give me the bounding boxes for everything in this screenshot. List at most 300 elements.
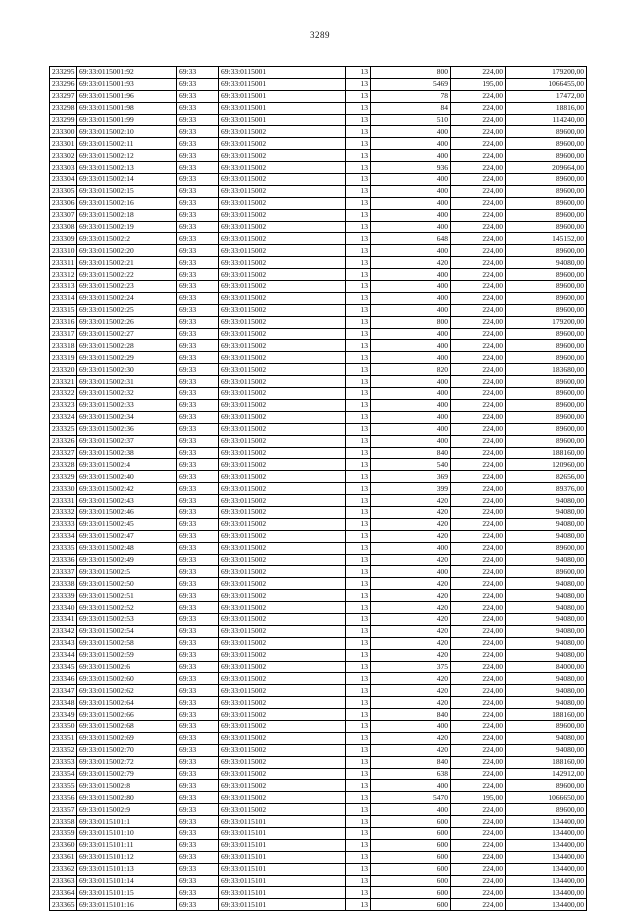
cadastral-value-cell: 84000,00: [506, 661, 587, 673]
unit-price-cell: 224,00: [451, 281, 506, 293]
district-code-cell: 69:33: [177, 185, 219, 197]
group-code-cell: 13: [346, 899, 371, 911]
area-cell: 648: [371, 233, 451, 245]
cadastral-number-cell: 69:33:0115002:6: [77, 661, 177, 673]
group-code-cell: 13: [346, 863, 371, 875]
group-code-cell: 13: [346, 542, 371, 554]
area-cell: 400: [371, 269, 451, 281]
cadastral-quarter-cell: 69:33:0115002: [219, 435, 346, 447]
unit-price-cell: 224,00: [451, 744, 506, 756]
cadastral-quarter-cell: 69:33:0115101: [219, 816, 346, 828]
unit-price-cell: 224,00: [451, 899, 506, 911]
cadastral-value-cell: 142912,00: [506, 768, 587, 780]
unit-price-cell: 224,00: [451, 483, 506, 495]
row-id-cell: 233339: [50, 590, 77, 602]
row-id-cell: 233331: [50, 495, 77, 507]
cadastral-number-cell: 69:33:0115002:33: [77, 399, 177, 411]
unit-price-cell: 224,00: [451, 90, 506, 102]
group-code-cell: 13: [346, 411, 371, 423]
area-cell: 840: [371, 447, 451, 459]
unit-price-cell: 224,00: [451, 209, 506, 221]
cadastral-quarter-cell: 69:33:0115002: [219, 542, 346, 554]
row-id-cell: 233298: [50, 102, 77, 114]
row-id-cell: 233316: [50, 316, 77, 328]
area-cell: 400: [371, 720, 451, 732]
cadastral-value-cell: 94080,00: [506, 625, 587, 637]
area-cell: 400: [371, 376, 451, 388]
group-code-cell: 13: [346, 376, 371, 388]
cadastral-quarter-cell: 69:33:0115002: [219, 625, 346, 637]
cadastral-number-cell: 69:33:0115002:69: [77, 732, 177, 744]
district-code-cell: 69:33: [177, 637, 219, 649]
district-code-cell: 69:33: [177, 174, 219, 186]
area-cell: 540: [371, 459, 451, 471]
district-code-cell: 69:33: [177, 590, 219, 602]
area-cell: 600: [371, 851, 451, 863]
table-row: [50, 566, 587, 578]
area-cell: 400: [371, 352, 451, 364]
cadastral-value-cell: 89600,00: [506, 804, 587, 816]
cadastral-quarter-cell: 69:33:0115002: [219, 221, 346, 233]
cadastral-number-cell: 69:33:0115002:60: [77, 673, 177, 685]
unit-price-cell: 224,00: [451, 542, 506, 554]
cadastral-value-cell: 94080,00: [506, 744, 587, 756]
cadastral-value-cell: 94080,00: [506, 732, 587, 744]
district-code-cell: 69:33: [177, 281, 219, 293]
area-cell: 600: [371, 863, 451, 875]
group-code-cell: 13: [346, 756, 371, 768]
district-code-cell: 69:33: [177, 851, 219, 863]
cadastral-value-cell: 82656,00: [506, 471, 587, 483]
row-id-cell: 233359: [50, 828, 77, 840]
unit-price-cell: 224,00: [451, 649, 506, 661]
cadastral-number-cell: 69:33:0115002:16: [77, 197, 177, 209]
district-code-cell: 69:33: [177, 292, 219, 304]
cadastral-number-cell: 69:33:0115001:98: [77, 102, 177, 114]
table-row: [50, 685, 587, 697]
row-id-cell: 233325: [50, 423, 77, 435]
district-code-cell: 69:33: [177, 257, 219, 269]
cadastral-number-cell: 69:33:0115002:40: [77, 471, 177, 483]
cadastral-number-cell: 69:33:0115002:68: [77, 720, 177, 732]
row-id-cell: 233323: [50, 399, 77, 411]
cadastral-number-cell: 69:33:0115002:20: [77, 245, 177, 257]
unit-price-cell: 224,00: [451, 102, 506, 114]
group-code-cell: 13: [346, 174, 371, 186]
area-cell: 820: [371, 364, 451, 376]
cadastral-quarter-cell: 69:33:0115002: [219, 197, 346, 209]
district-code-cell: 69:33: [177, 613, 219, 625]
area-cell: 375: [371, 661, 451, 673]
unit-price-cell: 224,00: [451, 435, 506, 447]
district-code-cell: 69:33: [177, 578, 219, 590]
row-id-cell: 233324: [50, 411, 77, 423]
row-id-cell: 233314: [50, 292, 77, 304]
district-code-cell: 69:33: [177, 804, 219, 816]
cadastral-number-cell: 69:33:0115002:8: [77, 780, 177, 792]
group-code-cell: 13: [346, 364, 371, 376]
cadastral-number-cell: 69:33:0115101:11: [77, 839, 177, 851]
table-row: [50, 364, 587, 376]
row-id-cell: 233315: [50, 304, 77, 316]
area-cell: 369: [371, 471, 451, 483]
cadastral-value-cell: 134400,00: [506, 899, 587, 911]
group-code-cell: 13: [346, 328, 371, 340]
table-row: [50, 816, 587, 828]
row-id-cell: 233308: [50, 221, 77, 233]
cadastral-quarter-cell: 69:33:0115002: [219, 340, 346, 352]
district-code-cell: 69:33: [177, 78, 219, 90]
district-code-cell: 69:33: [177, 709, 219, 721]
cadastral-quarter-cell: 69:33:0115002: [219, 744, 346, 756]
cadastral-quarter-cell: 69:33:0115002: [219, 732, 346, 744]
cadastral-value-cell: 89600,00: [506, 780, 587, 792]
district-code-cell: 69:33: [177, 506, 219, 518]
table-row: [50, 257, 587, 269]
district-code-cell: 69:33: [177, 316, 219, 328]
area-cell: 600: [371, 875, 451, 887]
area-cell: 420: [371, 685, 451, 697]
unit-price-cell: 224,00: [451, 316, 506, 328]
group-code-cell: 13: [346, 625, 371, 637]
cadastral-value-table: [49, 66, 587, 911]
table-row: [50, 697, 587, 709]
table-row: [50, 316, 587, 328]
group-code-cell: 13: [346, 90, 371, 102]
group-code-cell: 13: [346, 661, 371, 673]
unit-price-cell: 224,00: [451, 185, 506, 197]
unit-price-cell: 224,00: [451, 768, 506, 780]
district-code-cell: 69:33: [177, 685, 219, 697]
cadastral-number-cell: 69:33:0115002:47: [77, 530, 177, 542]
area-cell: 420: [371, 602, 451, 614]
cadastral-value-cell: 89600,00: [506, 328, 587, 340]
cadastral-number-cell: 69:33:0115101:1: [77, 816, 177, 828]
cadastral-number-cell: 69:33:0115001:96: [77, 90, 177, 102]
cadastral-quarter-cell: 69:33:0115101: [219, 828, 346, 840]
table-row: [50, 768, 587, 780]
cadastral-number-cell: 69:33:0115002:26: [77, 316, 177, 328]
unit-price-cell: 224,00: [451, 709, 506, 721]
cadastral-number-cell: 69:33:0115101:12: [77, 851, 177, 863]
row-id-cell: 233320: [50, 364, 77, 376]
row-id-cell: 233344: [50, 649, 77, 661]
row-id-cell: 233347: [50, 685, 77, 697]
unit-price-cell: 224,00: [451, 150, 506, 162]
cadastral-number-cell: 69:33:0115002:80: [77, 792, 177, 804]
district-code-cell: 69:33: [177, 471, 219, 483]
row-id-cell: 233301: [50, 138, 77, 150]
area-cell: 420: [371, 530, 451, 542]
cadastral-quarter-cell: 69:33:0115002: [219, 780, 346, 792]
unit-price-cell: 224,00: [451, 780, 506, 792]
group-code-cell: 13: [346, 566, 371, 578]
area-cell: 420: [371, 554, 451, 566]
unit-price-cell: 224,00: [451, 459, 506, 471]
cadastral-quarter-cell: 69:33:0115002: [219, 150, 346, 162]
unit-price-cell: 224,00: [451, 566, 506, 578]
cadastral-number-cell: 69:33:0115002:70: [77, 744, 177, 756]
cadastral-value-cell: 94080,00: [506, 257, 587, 269]
group-code-cell: 13: [346, 197, 371, 209]
district-code-cell: 69:33: [177, 304, 219, 316]
table-row: [50, 530, 587, 542]
area-cell: 420: [371, 732, 451, 744]
cadastral-value-cell: 17472,00: [506, 90, 587, 102]
cadastral-quarter-cell: 69:33:0115101: [219, 851, 346, 863]
cadastral-quarter-cell: 69:33:0115002: [219, 126, 346, 138]
area-cell: 400: [371, 804, 451, 816]
cadastral-quarter-cell: 69:33:0115002: [219, 185, 346, 197]
table-row: [50, 875, 587, 887]
cadastral-value-cell: 179200,00: [506, 316, 587, 328]
row-id-cell: 233295: [50, 67, 77, 79]
district-code-cell: 69:33: [177, 423, 219, 435]
cadastral-number-cell: 69:33:0115002:28: [77, 340, 177, 352]
cadastral-value-cell: 209664,00: [506, 162, 587, 174]
area-cell: 400: [371, 138, 451, 150]
area-cell: 638: [371, 768, 451, 780]
district-code-cell: 69:33: [177, 566, 219, 578]
row-id-cell: 233317: [50, 328, 77, 340]
unit-price-cell: 195,00: [451, 792, 506, 804]
group-code-cell: 13: [346, 685, 371, 697]
cadastral-value-cell: 89600,00: [506, 269, 587, 281]
area-cell: 800: [371, 316, 451, 328]
district-code-cell: 69:33: [177, 768, 219, 780]
unit-price-cell: 224,00: [451, 851, 506, 863]
cadastral-quarter-cell: 69:33:0115002: [219, 174, 346, 186]
cadastral-number-cell: 69:33:0115002:53: [77, 613, 177, 625]
table-row: [50, 828, 587, 840]
unit-price-cell: 224,00: [451, 340, 506, 352]
district-code-cell: 69:33: [177, 126, 219, 138]
cadastral-number-cell: 69:33:0115002:37: [77, 435, 177, 447]
area-cell: 400: [371, 399, 451, 411]
area-cell: 600: [371, 899, 451, 911]
cadastral-quarter-cell: 69:33:0115002: [219, 661, 346, 673]
row-id-cell: 233349: [50, 709, 77, 721]
cadastral-quarter-cell: 69:33:0115002: [219, 245, 346, 257]
cadastral-value-cell: 183680,00: [506, 364, 587, 376]
cadastral-quarter-cell: 69:33:0115101: [219, 875, 346, 887]
cadastral-number-cell: 69:33:0115101:10: [77, 828, 177, 840]
unit-price-cell: 224,00: [451, 697, 506, 709]
row-id-cell: 233342: [50, 625, 77, 637]
unit-price-cell: 224,00: [451, 828, 506, 840]
cadastral-quarter-cell: 69:33:0115002: [219, 138, 346, 150]
district-code-cell: 69:33: [177, 756, 219, 768]
table-row: [50, 459, 587, 471]
group-code-cell: 13: [346, 114, 371, 126]
cadastral-quarter-cell: 69:33:0115002: [219, 602, 346, 614]
group-code-cell: 13: [346, 578, 371, 590]
cadastral-value-cell: 89600,00: [506, 542, 587, 554]
table-row: [50, 673, 587, 685]
cadastral-quarter-cell: 69:33:0115002: [219, 637, 346, 649]
district-code-cell: 69:33: [177, 899, 219, 911]
cadastral-value-cell: 89600,00: [506, 388, 587, 400]
cadastral-quarter-cell: 69:33:0115101: [219, 899, 346, 911]
group-code-cell: 13: [346, 423, 371, 435]
cadastral-value-cell: 94080,00: [506, 506, 587, 518]
cadastral-quarter-cell: 69:33:0115002: [219, 209, 346, 221]
area-cell: 400: [371, 245, 451, 257]
row-id-cell: 233356: [50, 792, 77, 804]
district-code-cell: 69:33: [177, 138, 219, 150]
area-cell: 84: [371, 102, 451, 114]
area-cell: 600: [371, 828, 451, 840]
row-id-cell: 233355: [50, 780, 77, 792]
unit-price-cell: 224,00: [451, 257, 506, 269]
cadastral-number-cell: 69:33:0115002:49: [77, 554, 177, 566]
cadastral-number-cell: 69:33:0115002:72: [77, 756, 177, 768]
table-row: [50, 602, 587, 614]
cadastral-quarter-cell: 69:33:0115002: [219, 518, 346, 530]
cadastral-value-cell: 89600,00: [506, 304, 587, 316]
group-code-cell: 13: [346, 602, 371, 614]
district-code-cell: 69:33: [177, 673, 219, 685]
group-code-cell: 13: [346, 352, 371, 364]
cadastral-value-cell: 114240,00: [506, 114, 587, 126]
group-code-cell: 13: [346, 483, 371, 495]
cadastral-number-cell: 69:33:0115002:29: [77, 352, 177, 364]
table-row: [50, 851, 587, 863]
unit-price-cell: 224,00: [451, 328, 506, 340]
table-row: [50, 518, 587, 530]
cadastral-value-cell: 188160,00: [506, 447, 587, 459]
area-cell: 400: [371, 292, 451, 304]
table-row: [50, 340, 587, 352]
unit-price-cell: 224,00: [451, 423, 506, 435]
unit-price-cell: 224,00: [451, 197, 506, 209]
area-cell: 5469: [371, 78, 451, 90]
cadastral-number-cell: 69:33:0115002:21: [77, 257, 177, 269]
group-code-cell: 13: [346, 185, 371, 197]
district-code-cell: 69:33: [177, 863, 219, 875]
unit-price-cell: 224,00: [451, 661, 506, 673]
table-row: [50, 399, 587, 411]
table-row: [50, 138, 587, 150]
unit-price-cell: 224,00: [451, 114, 506, 126]
cadastral-number-cell: 69:33:0115002:30: [77, 364, 177, 376]
cadastral-quarter-cell: 69:33:0115002: [219, 316, 346, 328]
unit-price-cell: 224,00: [451, 447, 506, 459]
group-code-cell: 13: [346, 233, 371, 245]
area-cell: 600: [371, 839, 451, 851]
cadastral-value-cell: 94080,00: [506, 613, 587, 625]
area-cell: 600: [371, 887, 451, 899]
area-cell: 420: [371, 578, 451, 590]
row-id-cell: 233348: [50, 697, 77, 709]
table-row: [50, 304, 587, 316]
cadastral-value-cell: 89600,00: [506, 292, 587, 304]
district-code-cell: 69:33: [177, 554, 219, 566]
unit-price-cell: 224,00: [451, 720, 506, 732]
row-id-cell: 233313: [50, 281, 77, 293]
cadastral-quarter-cell: 69:33:0115002: [219, 530, 346, 542]
cadastral-quarter-cell: 69:33:0115101: [219, 887, 346, 899]
cadastral-quarter-cell: 69:33:0115002: [219, 566, 346, 578]
district-code-cell: 69:33: [177, 399, 219, 411]
district-code-cell: 69:33: [177, 67, 219, 79]
cadastral-value-cell: 94080,00: [506, 602, 587, 614]
district-code-cell: 69:33: [177, 162, 219, 174]
unit-price-cell: 224,00: [451, 816, 506, 828]
cadastral-quarter-cell: 69:33:0115002: [219, 590, 346, 602]
row-id-cell: 233360: [50, 839, 77, 851]
cadastral-number-cell: 69:33:0115002:46: [77, 506, 177, 518]
row-id-cell: 233311: [50, 257, 77, 269]
district-code-cell: 69:33: [177, 364, 219, 376]
table-row: [50, 613, 587, 625]
district-code-cell: 69:33: [177, 245, 219, 257]
table-row: [50, 292, 587, 304]
cadastral-quarter-cell: 69:33:0115002: [219, 411, 346, 423]
area-cell: 420: [371, 518, 451, 530]
district-code-cell: 69:33: [177, 602, 219, 614]
table-row: [50, 720, 587, 732]
cadastral-number-cell: 69:33:0115002:18: [77, 209, 177, 221]
unit-price-cell: 224,00: [451, 863, 506, 875]
unit-price-cell: 224,00: [451, 388, 506, 400]
row-id-cell: 233338: [50, 578, 77, 590]
area-cell: 400: [371, 197, 451, 209]
cadastral-number-cell: 69:33:0115002:15: [77, 185, 177, 197]
cadastral-number-cell: 69:33:0115002:9: [77, 804, 177, 816]
cadastral-quarter-cell: 69:33:0115002: [219, 257, 346, 269]
cadastral-value-cell: 89600,00: [506, 150, 587, 162]
cadastral-quarter-cell: 69:33:0115002: [219, 233, 346, 245]
group-code-cell: 13: [346, 221, 371, 233]
group-code-cell: 13: [346, 709, 371, 721]
cadastral-number-cell: 69:33:0115002:66: [77, 709, 177, 721]
cadastral-value-cell: 89600,00: [506, 281, 587, 293]
group-code-cell: 13: [346, 471, 371, 483]
group-code-cell: 13: [346, 518, 371, 530]
group-code-cell: 13: [346, 506, 371, 518]
district-code-cell: 69:33: [177, 625, 219, 637]
row-id-cell: 233333: [50, 518, 77, 530]
cadastral-value-cell: 120960,00: [506, 459, 587, 471]
district-code-cell: 69:33: [177, 697, 219, 709]
area-cell: 510: [371, 114, 451, 126]
group-code-cell: 13: [346, 732, 371, 744]
table-row: [50, 732, 587, 744]
group-code-cell: 13: [346, 804, 371, 816]
group-code-cell: 13: [346, 495, 371, 507]
group-code-cell: 13: [346, 102, 371, 114]
table-row: [50, 102, 587, 114]
group-code-cell: 13: [346, 590, 371, 602]
cadastral-value-cell: 89600,00: [506, 221, 587, 233]
cadastral-value-cell: 134400,00: [506, 863, 587, 875]
table-row: [50, 471, 587, 483]
row-id-cell: 233306: [50, 197, 77, 209]
cadastral-number-cell: 69:33:0115002:19: [77, 221, 177, 233]
table-row: [50, 126, 587, 138]
group-code-cell: 13: [346, 792, 371, 804]
district-code-cell: 69:33: [177, 828, 219, 840]
area-cell: 400: [371, 209, 451, 221]
row-id-cell: 233328: [50, 459, 77, 471]
cadastral-value-cell: 94080,00: [506, 697, 587, 709]
area-cell: 400: [371, 304, 451, 316]
cadastral-quarter-cell: 69:33:0115002: [219, 269, 346, 281]
row-id-cell: 233351: [50, 732, 77, 744]
cadastral-number-cell: 69:33:0115002:22: [77, 269, 177, 281]
table-row: [50, 447, 587, 459]
